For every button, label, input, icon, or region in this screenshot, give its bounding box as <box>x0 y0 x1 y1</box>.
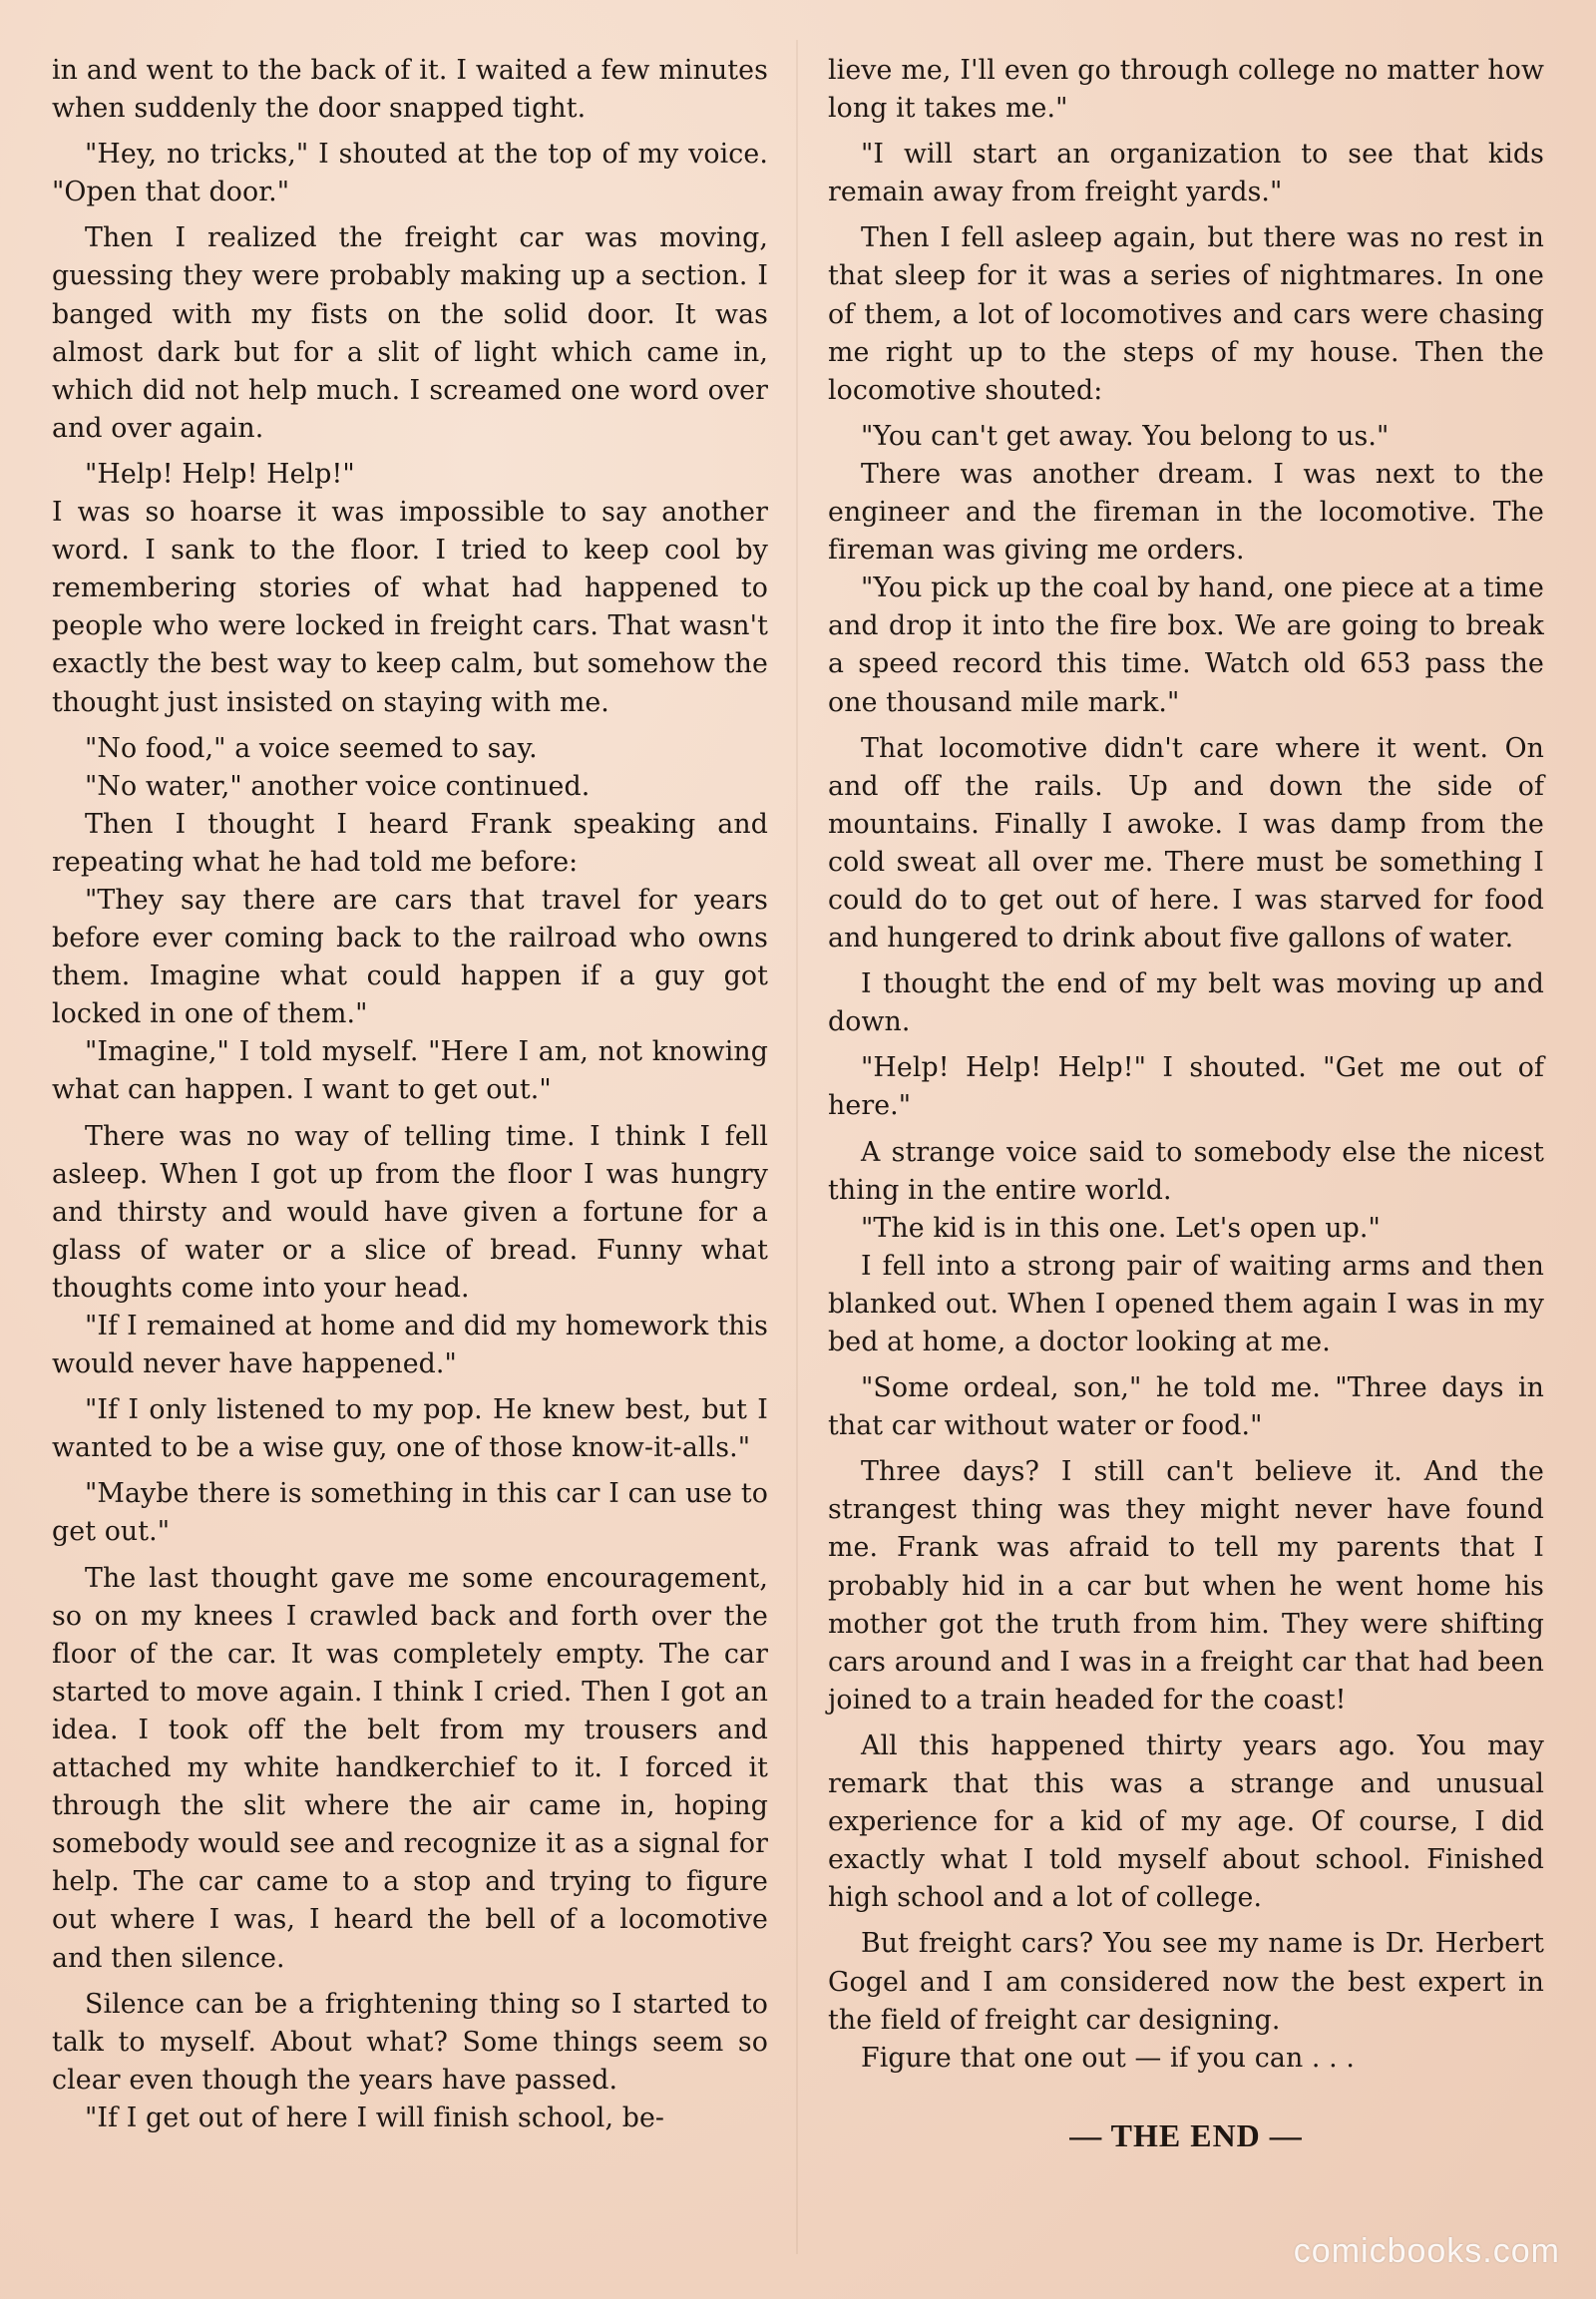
paragraph: I fell into a strong pair of waiting arms and then blanked out. When I opened them again I was in my bed at home, a doctor looking at me. <box>828 1250 1544 1357</box>
paragraph: "No water," another voice continued. <box>85 770 591 802</box>
paragraph: All this happened thirty years ago. You may remark that this was a strange and unusual experience for a kid of my age. Of course, I did exactly what I told myself about school. Finished high school and a lot of college. <box>828 1729 1544 1914</box>
paragraph: There was no way of telling time. I think I fell asleep. When I got up from the floor I was hungry and thirsty and would have given a fortune for a glass of water or a slice of bread. Funny what thoughts come into your head. <box>52 1120 768 1304</box>
paragraph: Silence can be a frightening thing so I started to talk to myself. About what? Some things seem so clear even though the years have passed. <box>52 1988 768 2096</box>
paragraph: "If I get out of here I will finish school, be- <box>85 2102 665 2133</box>
paragraph: A strange voice said to somebody else the nicest thing in the entire world. <box>828 1136 1544 1206</box>
paragraph: "You pick up the coal by hand, one piece at a time and drop it into the fire box. We are going to break a speed record this time. Watch old 653 pass the one thousand mile mark." <box>828 573 1544 718</box>
paragraph: But freight cars? You see my name is Dr. Herbert Gogel and I am considered now the best expert in the field of freight car designing. <box>828 1928 1544 2036</box>
paragraph: "The kid is in this one. Let's open up." <box>861 1212 1381 1244</box>
paragraph: Three days? I still can't believe it. And the strangest thing was they might never have found me. Frank was afraid to tell my parents that I probably hid in a car but when he went home his mother got the truth from him. They were shifting cars around and I was in a freight car that had been joined to a train headed for the coast! <box>828 1456 1544 1716</box>
paragraph: Figure that one out — if you can . . . <box>861 2042 1356 2074</box>
paragraph: lieve me, I'll even go through college no matter how long it takes me." <box>828 55 1544 125</box>
paragraph: "Help! Help! Help!" I shouted. "Get me out of here." <box>828 1052 1544 1122</box>
paragraph: That locomotive didn't care where it went. On and off the rails. Up and down the side of mountains. Finally I awoke. I was damp from the cold sweat all over me. There must be something I could do to get out of here. I was starved for food and hungered to drink about five gallons of water. <box>828 732 1544 955</box>
paragraph: "Help! Help! Help!" <box>85 458 355 490</box>
paragraph: Then I thought I heard Frank speaking and repeating what he had told me before: <box>52 808 768 878</box>
paragraph: "They say there are cars that travel for years before ever coming back to the railroad who owns them. Imagine what could happen if a guy got locked in one of them." <box>52 884 768 1030</box>
paragraph: I thought the end of my belt was moving up and down. <box>828 968 1544 1038</box>
paragraph: "I will start an organization to see that kids remain away from freight yards." <box>828 139 1544 208</box>
paragraph: I was so hoarse it was impossible to say another word. I sank to the floor. I tried to keep cool by remembering stories of what had happened to people who were locked in freight cars. That wasn't exactly the best way to keep calm, but somehow the thought just insisted on staying with me. <box>52 497 768 718</box>
paragraph: Then I fell asleep again, but there was no rest in that sleep for it was a series of nightmares. In one of them, a lot of locomotives and cars were chasing me right up to the steps of my house. Then the locomotive shouted: <box>828 222 1544 406</box>
the-end-label: — THE END — <box>1069 2116 1303 2153</box>
paragraph: There was another dream. I was next to the engineer and the fireman in the locomotive. The fireman was giving me orders. <box>828 458 1544 567</box>
right-column <box>828 52 1544 2246</box>
right-column-body <box>828 52 1544 2078</box>
paragraph: The last thought gave me some encouragement, so on my knees I crawled back and forth over the floor of the car. It was completely empty. The car started to move again. I think I cried. Then I got an idea. I took off the belt from my trousers and attached my white handkerchief to it. I forced it through the slit where the air came in, hoping somebody would see and recognize it as a signal for help. The car came to a stop and trying to figure out where I was, I heard the bell of a locomotive and then silence. <box>52 1562 768 1974</box>
watermark-text: comicbooks.com <box>1293 2232 1560 2270</box>
paragraph: "If I remained at home and did my homework this would never have happened." <box>52 1311 768 1380</box>
paragraph: "Some ordeal, son," he told me. "Three days in that car without water or food." <box>828 1372 1544 1442</box>
paragraph: "You can't get away. You belong to us." <box>861 420 1390 452</box>
paragraph: Then I realized the freight car was moving, guessing they were probably making up a section. I banged with my fists on the solid door. It was almost dark but for a slit of light which came in, which did not help much. I screamed one word over and over again. <box>52 222 768 444</box>
story-page <box>52 52 1544 2246</box>
paragraph: in and went to the back of it. I waited a few minutes when suddenly the door snapped tight. <box>52 55 768 125</box>
left-column <box>52 52 768 2246</box>
paragraph: "Hey, no tricks," I shouted at the top of my voice. "Open that door." <box>52 139 768 208</box>
paragraph: "No food," a voice seemed to say. <box>85 732 538 764</box>
paragraph: "Maybe there is something in this car I can use to get out." <box>52 1478 768 1548</box>
paragraph: "Imagine," I told myself. "Here I am, not knowing what can happen. I want to get out." <box>52 1036 768 1106</box>
paragraph: "If I only listened to my pop. He knew best, but I wanted to be a wise guy, one of those know-it-alls." <box>52 1394 768 1464</box>
